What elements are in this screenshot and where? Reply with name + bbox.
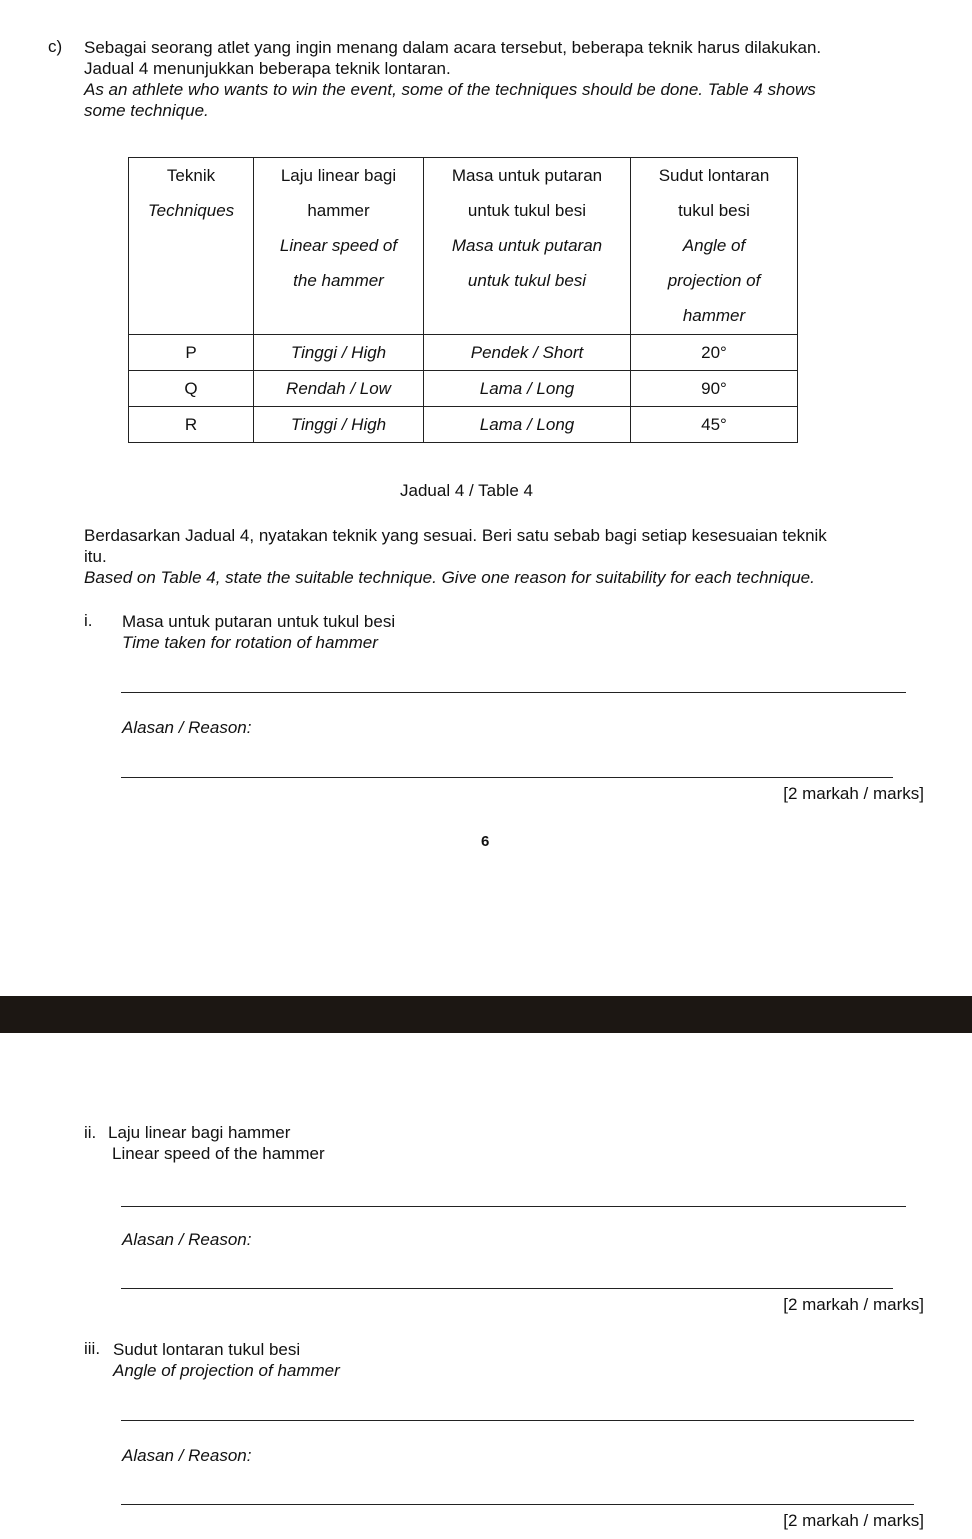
cell-technique: Q (129, 371, 254, 407)
question-i-malay: Masa untuk putaran untuk tukul besi (122, 612, 396, 631)
answer-line[interactable] (121, 1206, 906, 1207)
table-row (129, 407, 798, 443)
header-linear-speed: Laju linear bagi hammer Linear speed of the hammer (254, 158, 424, 335)
table-header-row (129, 158, 798, 335)
cell-time: Pendek / Short (424, 335, 631, 371)
cell-technique: R (129, 407, 254, 443)
question-i-text (122, 611, 395, 653)
table-row (129, 371, 798, 407)
page-number: 6 (481, 833, 490, 850)
answer-line[interactable] (121, 692, 906, 693)
marks-label: [2 markah / marks] (783, 784, 924, 803)
cell-angle: 45° (631, 407, 798, 443)
header-rotation-time: Masa untuk putaran untuk tukul besi Masa untuk putaran untuk tukul besi (424, 158, 631, 335)
instruction-malay-line-1: Berdasarkan Jadual 4, nyatakan teknik yang sesuai. Beri satu sebab bagi setiap kesesuaian teknik (84, 526, 827, 545)
cell-time: Lama / Long (424, 371, 631, 407)
reason-label: Alasan / Reason: (122, 1446, 252, 1465)
technique-table (128, 157, 798, 443)
page-divider (0, 996, 972, 1033)
intro-english-line-1: As an athlete who wants to win the event, some of the techniques should be done. Table 4 shows (84, 80, 816, 99)
reason-line[interactable] (121, 1504, 914, 1505)
cell-speed: Rendah / Low (254, 371, 424, 407)
reason-line[interactable] (121, 1288, 893, 1289)
table-row (129, 335, 798, 371)
header-technique: Teknik Techniques (129, 158, 254, 335)
question-label: c) (48, 37, 63, 56)
cell-technique: P (129, 335, 254, 371)
cell-angle: 20° (631, 335, 798, 371)
question-iii-number: iii. (84, 1339, 101, 1358)
intro-text (84, 37, 944, 121)
reason-label: Alasan / Reason: (122, 718, 252, 737)
question-iii-text (113, 1339, 340, 1381)
intro-malay-line-1: Sebagai seorang atlet yang ingin menang dalam acara tersebut, beberapa teknik harus dilakukan. (84, 38, 822, 57)
cell-angle: 90° (631, 371, 798, 407)
instruction (84, 525, 944, 588)
reason-label: Alasan / Reason: (122, 1230, 252, 1249)
question-i-english: Time taken for rotation of hammer (122, 633, 378, 652)
question-ii-english: Linear speed of the hammer (112, 1144, 325, 1163)
table-caption: Jadual 4 / Table 4 (400, 481, 533, 500)
intro-english-line-2: some technique. (84, 101, 209, 120)
marks-label: [2 markah / marks] (783, 1295, 924, 1314)
question-iii-malay: Sudut lontaran tukul besi (113, 1340, 301, 1359)
marks-label: [2 markah / marks] (783, 1511, 924, 1530)
question-iii-english: Angle of projection of hammer (113, 1361, 340, 1380)
answer-line[interactable] (121, 1420, 914, 1421)
header-projection-angle: Sudut lontaran tukul besi Angle of projection of hammer (631, 158, 798, 335)
question-i-number: i. (84, 611, 93, 630)
cell-time: Lama / Long (424, 407, 631, 443)
reason-line[interactable] (121, 777, 893, 778)
cell-speed: Tinggi / High (254, 335, 424, 371)
question-ii-number: ii. (84, 1123, 97, 1142)
cell-speed: Tinggi / High (254, 407, 424, 443)
instruction-malay-line-2: itu. (84, 547, 107, 566)
question-ii-malay: Laju linear bagi hammer (108, 1123, 291, 1142)
instruction-english: Based on Table 4, state the suitable technique. Give one reason for suitability for each technique. (84, 568, 815, 587)
intro-malay-line-2: Jadual 4 menunjukkan beberapa teknik lontaran. (84, 59, 451, 78)
